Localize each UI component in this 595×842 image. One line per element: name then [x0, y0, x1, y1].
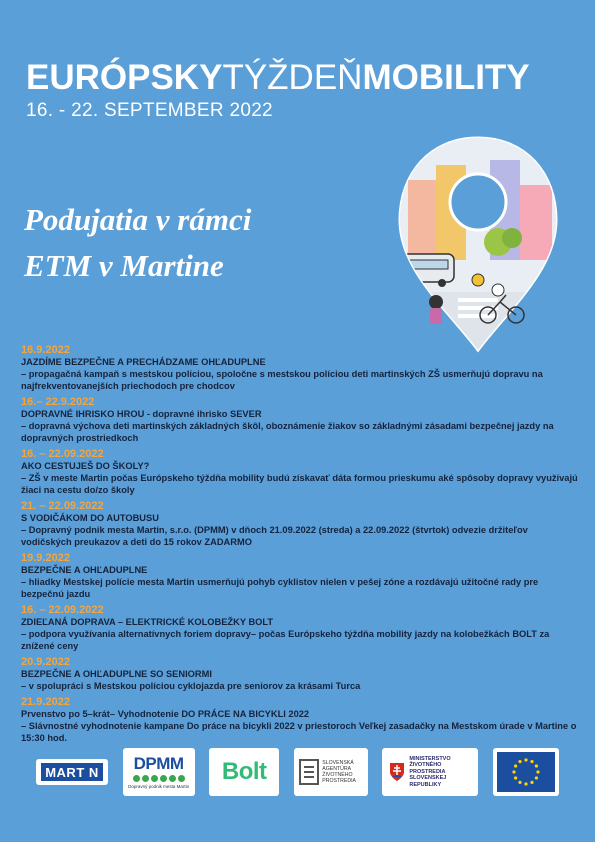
event-date: 16.– 22.9.2022	[21, 396, 95, 408]
bus-wheel-1	[402, 279, 410, 287]
title-part-mobility: MOBILITY	[362, 58, 530, 97]
event-dates: 16. - 22. SEPTEMBER 2022	[26, 100, 273, 121]
event-description: – Slávnostné vyhodnotenie kampane Do práce na bicykli 2022 v priestoroch Veľkej zasadačky na Mestskom úrade v Martine o 15:30 hod.	[21, 721, 577, 743]
event-item	[21, 344, 581, 392]
martin-logo	[36, 759, 108, 785]
event-title: Prvenstvo po 5–krát– Vyhodnotenie DO PRÁCE NA BICYKLI 2022	[21, 709, 310, 719]
event-date: 20.9.2022	[21, 656, 70, 668]
martin-logo-text: MART N	[41, 763, 103, 781]
ministry-logo-text: MINISTERSTVO ŽIVOTNÉHO PROSTREDIA SLOVENSKEJ REPUBLIKY	[409, 755, 451, 788]
location-pin-illustration	[378, 130, 578, 355]
event-title: S VODIČÁKOM DO AUTOBUSU	[21, 513, 159, 523]
title-part-europsky: EURÓPSKY	[26, 58, 223, 97]
subtitle-line-2: ETM v Martine	[24, 248, 224, 283]
dpmm-logo-subtitle: Dopravný podnik mesta Martin	[128, 784, 190, 789]
slovak-coat-of-arms-icon	[389, 762, 405, 782]
tree-2	[502, 228, 522, 248]
event-item	[21, 500, 581, 548]
subtitle-line-1: Podujatia v rámci	[24, 202, 252, 237]
bus-wheel-2	[438, 279, 446, 287]
sazp-mark-icon	[299, 759, 319, 785]
header	[26, 58, 530, 122]
subtitle	[24, 197, 251, 289]
building-1	[408, 180, 436, 260]
event-item	[21, 656, 581, 692]
event-title: BEZPEČNE A OHĽADUPLNE SO SENIORMI	[21, 669, 212, 679]
event-item	[21, 604, 581, 652]
event-description: – dopravná výchova deti martinských základných škôl, oboznámenie žiakov so základnými zásadami bezpečnej jazdy na dopravných prostriedkoch	[21, 421, 554, 443]
event-title: BEZPEČNE A OHĽADUPLNE	[21, 565, 148, 575]
event-description: – Dopravný podnik mesta Martin, s.r.o. (DPMM) v dňoch 21.09.2022 (streda) a 22.09.2022 (štvrtok) odvezie držiteľov vodičských preukazov a deti do 15 rokov ZADARMO	[21, 525, 528, 547]
event-description: – propagačná kampaň s mestskou políciou, spoločne s mestskou políciou deti martinských ZŠ usmerňujú dopravu na najfrekventovanejších priechodoch pre chodcov	[21, 369, 543, 391]
event-item	[21, 396, 581, 444]
poster-title	[26, 58, 530, 98]
dpmm-dots	[133, 775, 185, 782]
event-date: 16. – 22.09.2022	[21, 604, 104, 616]
building-4	[520, 185, 552, 260]
eu-logo	[493, 748, 559, 796]
event-title: ZDIEĽANÁ DOPRAVA – ELEKTRICKÉ KOLOBEŽKY BOLT	[21, 617, 274, 627]
event-list	[21, 344, 581, 748]
eu-flag-icon	[497, 752, 555, 792]
event-description: – ZŠ v meste Martin počas Európskeho týždňa mobility budú získavať dáta formou prieskumu aké spôsoby dopravy využívajú žiaci na cestu do/zo školy	[21, 473, 578, 495]
event-date: 21. – 22.09.2022	[21, 500, 104, 512]
event-date: 16. – 22.09.2022	[21, 448, 104, 460]
event-title: AKO CESTUJEŠ DO ŠKOLY?	[21, 461, 150, 471]
partner-logos	[36, 748, 559, 796]
event-description: – hliadky Mestskej polície mesta Martin usmerňujú pohyb cyklistov nielen v pešej zóne a rozdávajú užitočné rady pre bezpečnú jazdu	[21, 577, 539, 599]
event-item	[21, 696, 581, 744]
bolt-logo	[209, 748, 279, 796]
event-date: 21.9.2022	[21, 696, 70, 708]
ministry-logo	[382, 748, 478, 796]
person-1	[472, 274, 484, 286]
dpmm-logo-text: DPMM	[133, 754, 184, 773]
event-title: JAZDÍME BEZPEČNE A PRECHÁDZAME OHĽADUPLNE	[21, 357, 266, 367]
event-title: DOPRAVNÉ IHRISKO HROU - dopravné ihrisko SEVER	[21, 409, 262, 419]
event-description: – podpora využívania alternatívnych foriem dopravy– počas Európskeho týždňa mobility jazdy na kolobežkách BOLT za znížené ceny	[21, 629, 550, 651]
person-2	[492, 284, 504, 296]
sazp-logo	[294, 748, 368, 796]
dpmm-logo	[123, 748, 195, 796]
pin-hole	[450, 174, 506, 230]
event-item	[21, 448, 581, 496]
event-date: 19.9.2022	[21, 552, 70, 564]
sazp-logo-text: SLOVENSKÁ AGENTÚRA ŽIVOTNÉHO PROSTREDIA	[322, 760, 357, 784]
event-item	[21, 552, 581, 600]
pedestrian-girl	[429, 295, 443, 309]
bolt-logo-text: Bolt	[221, 758, 267, 785]
event-date: 16.9.2022	[21, 344, 70, 356]
event-description: – v spolupráci s Mestskou políciou cyklojazda pre seniorov za krásami Turca	[21, 681, 361, 691]
title-part-tyzden: TÝŽDEŇ	[222, 58, 363, 97]
